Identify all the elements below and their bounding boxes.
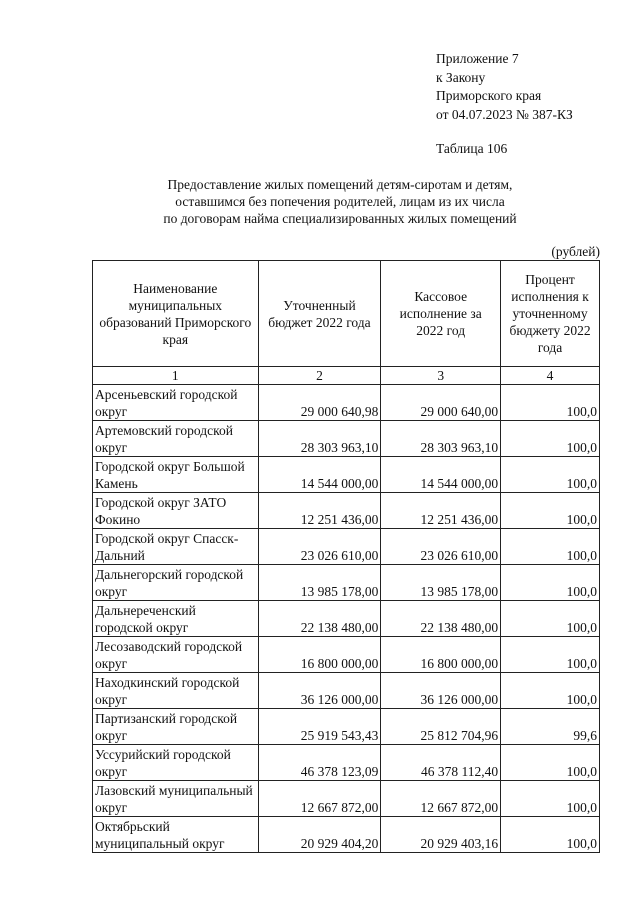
execution-cell: 14 544 000,00 <box>381 457 501 493</box>
execution-cell: 36 126 000,00 <box>381 673 501 709</box>
municipality-cell: Уссурийский городской округ <box>93 745 259 781</box>
table-row <box>93 493 600 529</box>
execution-cell: 22 138 480,00 <box>381 601 501 637</box>
execution-cell: 28 303 963,10 <box>381 421 501 457</box>
document-title <box>0 176 640 227</box>
budget-cell: 12 667 872,00 <box>258 781 381 817</box>
table-row <box>93 457 600 493</box>
municipality-cell: Городской округ Большой Камень <box>93 457 259 493</box>
municipality-cell: Лазовский муниципальный округ <box>93 781 259 817</box>
header-budget: Уточненный бюджет 2022 года <box>258 261 381 367</box>
municipality-cell: Находкинский городской округ <box>93 673 259 709</box>
execution-cell: 16 800 000,00 <box>381 637 501 673</box>
column-number: 3 <box>381 367 501 385</box>
budget-cell: 14 544 000,00 <box>258 457 381 493</box>
column-number: 2 <box>258 367 381 385</box>
execution-cell: 12 251 436,00 <box>381 493 501 529</box>
municipality-cell: Арсеньевский городской округ <box>93 385 259 421</box>
budget-cell: 28 303 963,10 <box>258 421 381 457</box>
execution-cell: 25 812 704,96 <box>381 709 501 745</box>
municipality-cell: Дальнегорский городской округ <box>93 565 259 601</box>
budget-cell: 29 000 640,98 <box>258 385 381 421</box>
table-row <box>93 637 600 673</box>
budget-cell: 23 026 610,00 <box>258 529 381 565</box>
execution-cell: 13 985 178,00 <box>381 565 501 601</box>
percent-cell: 100,0 <box>501 601 600 637</box>
table-number: Таблица 106 <box>436 141 508 156</box>
table-row <box>93 817 600 853</box>
budget-cell: 16 800 000,00 <box>258 637 381 673</box>
table-body <box>93 385 600 853</box>
municipality-cell: Артемовский городской округ <box>93 421 259 457</box>
percent-cell: 100,0 <box>501 529 600 565</box>
title-line: по договорам найма специализированных жилых помещений <box>163 211 517 226</box>
appendix-line: Приложение 7 <box>436 51 519 66</box>
municipality-cell: Партизанский городской округ <box>93 709 259 745</box>
table-row <box>93 421 600 457</box>
percent-cell: 99,6 <box>501 709 600 745</box>
percent-cell: 100,0 <box>501 745 600 781</box>
percent-cell: 100,0 <box>501 493 600 529</box>
budget-cell: 12 251 436,00 <box>258 493 381 529</box>
execution-cell: 46 378 112,40 <box>381 745 501 781</box>
table-row <box>93 745 600 781</box>
header-percent: Процент исполнения к уточненному бюджету 2022 года <box>501 261 600 367</box>
title-line: Предоставление жилых помещений детям-сиротам и детям, <box>167 177 513 192</box>
column-number: 1 <box>93 367 259 385</box>
municipality-cell: Городской округ Спасск-Дальний <box>93 529 259 565</box>
percent-cell: 100,0 <box>501 565 600 601</box>
budget-table <box>92 260 600 853</box>
percent-cell: 100,0 <box>501 385 600 421</box>
budget-cell: 13 985 178,00 <box>258 565 381 601</box>
table-row <box>93 565 600 601</box>
appendix-line: от 04.07.2023 № 387-КЗ <box>436 106 573 122</box>
percent-cell: 100,0 <box>501 421 600 457</box>
execution-cell: 23 026 610,00 <box>381 529 501 565</box>
column-number: 4 <box>501 367 600 385</box>
percent-cell: 100,0 <box>501 817 600 853</box>
appendix-block <box>436 50 573 124</box>
column-number-row <box>93 367 600 385</box>
table-row <box>93 601 600 637</box>
municipality-cell: Городской округ ЗАТО Фокино <box>93 493 259 529</box>
budget-cell: 25 919 543,43 <box>258 709 381 745</box>
header-execution: Кассовое исполнение за 2022 год <box>381 261 501 367</box>
table-row <box>93 781 600 817</box>
table-row <box>93 709 600 745</box>
municipality-cell: Октябрьский муниципальный округ <box>93 817 259 853</box>
budget-cell: 20 929 404,20 <box>258 817 381 853</box>
appendix-line: к Закону <box>436 69 486 85</box>
table-row <box>93 529 600 565</box>
budget-cell: 36 126 000,00 <box>258 673 381 709</box>
percent-cell: 100,0 <box>501 457 600 493</box>
execution-cell: 12 667 872,00 <box>381 781 501 817</box>
budget-cell: 46 378 123,09 <box>258 745 381 781</box>
percent-cell: 100,0 <box>501 673 600 709</box>
municipality-cell: Дальнереченский городской округ <box>93 601 259 637</box>
execution-cell: 29 000 640,00 <box>381 385 501 421</box>
municipality-cell: Лесозаводский городской округ <box>93 637 259 673</box>
execution-cell: 20 929 403,16 <box>381 817 501 853</box>
budget-cell: 22 138 480,00 <box>258 601 381 637</box>
table-row <box>93 385 600 421</box>
title-line: оставшимся без попечения родителей, лицам из их числа <box>175 194 505 209</box>
percent-cell: 100,0 <box>501 781 600 817</box>
percent-cell: 100,0 <box>501 637 600 673</box>
unit-label: (рублей) <box>551 244 600 259</box>
table-row <box>93 673 600 709</box>
appendix-line: Приморского края <box>436 88 542 103</box>
header-municipality: Наименование муниципальных образований Приморского края <box>93 261 259 367</box>
